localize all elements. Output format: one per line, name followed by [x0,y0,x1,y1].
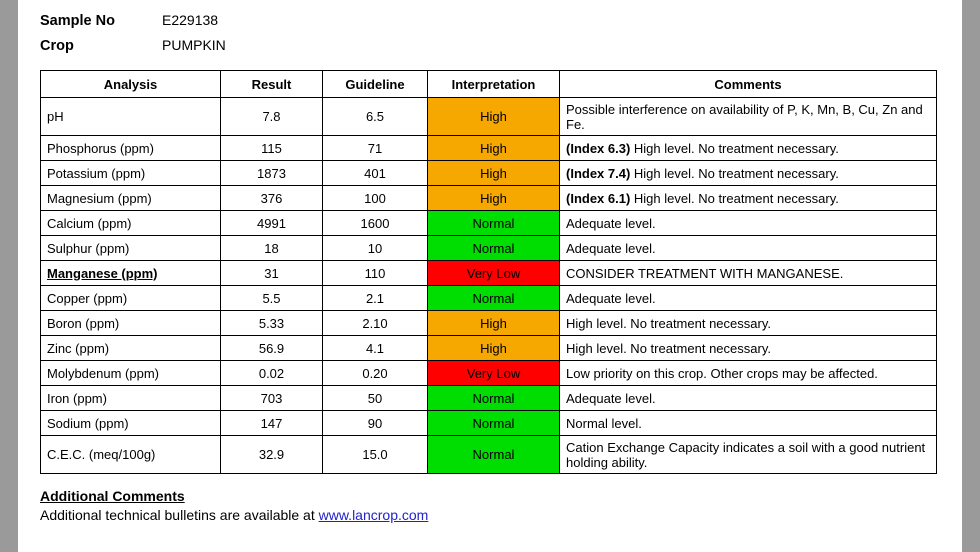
column-header-analysis: Analysis [41,71,221,98]
cell-result: 1873 [221,161,323,186]
cell-result: 18 [221,236,323,261]
cell-result: 376 [221,186,323,211]
cell-analysis [41,386,221,411]
analysis-label: Iron (ppm) [47,390,107,406]
cell-analysis [41,136,221,161]
cell-comments [560,136,937,161]
footer-text-lead: Additional technical bulletins are available at [40,507,319,523]
cell-result: 31 [221,261,323,286]
cell-guideline: 100 [323,186,428,211]
comment-text: High level. No treatment necessary. [630,190,839,206]
column-header-guideline: Guideline [323,71,428,98]
cell-guideline: 90 [323,411,428,436]
comment-text: Possible interference on availability of P, K, Mn, B, Cu, Zn and Fe. [566,101,923,132]
cell-analysis [41,361,221,386]
report-header [40,10,940,56]
comment-text: High level. No treatment necessary. [630,165,839,181]
cell-interpretation: Normal [428,236,560,261]
cell-comments [560,261,937,286]
cell-interpretation: Normal [428,286,560,311]
cell-analysis [41,186,221,211]
comment-text: High level. No treatment necessary. [566,315,771,331]
comment-text: Normal level. [566,415,642,431]
comment-text: High level. No treatment necessary. [630,140,839,156]
column-header-interpretation: Interpretation [428,71,560,98]
cell-analysis [41,311,221,336]
cell-comments [560,161,937,186]
comment-index: (Index 6.3) [566,140,631,156]
comment-index: (Index 7.4) [566,165,631,181]
cell-comments [560,236,937,261]
cell-interpretation: Normal [428,436,560,474]
analysis-label: Sodium (ppm) [47,415,129,431]
table-header-row [41,71,937,98]
cell-analysis [41,411,221,436]
cell-analysis [41,211,221,236]
cell-guideline: 4.1 [323,336,428,361]
cell-comments [560,211,937,236]
table-row [41,336,937,361]
comment-text: Low priority on this crop. Other crops may be affected. [566,365,878,381]
cell-comments [560,98,937,136]
table-row [41,361,937,386]
analysis-label: Potassium (ppm) [47,165,146,181]
table-row [41,311,937,336]
lancrop-website-link[interactable]: www.lancrop.com [318,507,429,523]
cell-result: 147 [221,411,323,436]
cell-result: 7.8 [221,98,323,136]
analysis-label: pH [47,109,64,124]
analysis-label: Calcium (ppm) [47,215,132,231]
cell-result: 0.02 [221,361,323,386]
column-header-result: Result [221,71,323,98]
comment-text: Cation Exchange Capacity indicates a soil with a good nutrient holding ability. [566,439,926,470]
table-row [41,236,937,261]
report-footer [40,488,940,523]
cell-interpretation: High [428,311,560,336]
cell-interpretation: Normal [428,386,560,411]
cell-comments [560,311,937,336]
table-row [41,411,937,436]
cell-interpretation: High [428,161,560,186]
cell-interpretation: Very Low [428,361,560,386]
cell-result: 32.9 [221,436,323,474]
table-row [41,436,937,474]
cell-result: 703 [221,386,323,411]
analysis-label: Molybdenum (ppm) [47,365,159,381]
cell-analysis [41,286,221,311]
sample-no-value: E229138 [162,12,219,28]
crop-value: PUMPKIN [162,37,226,53]
cell-guideline: 0.20 [323,361,428,386]
cell-comments [560,386,937,411]
analysis-label: Phosphorus (ppm) [47,140,154,156]
cell-analysis [41,98,221,136]
analysis-label: Manganese (ppm) [47,265,158,281]
cell-guideline: 50 [323,386,428,411]
table-row [41,261,937,286]
comment-text: High level. No treatment necessary. [566,340,771,356]
analysis-label: Sulphur (ppm) [47,240,130,256]
table-row [41,286,937,311]
cell-comments [560,286,937,311]
cell-guideline: 401 [323,161,428,186]
analysis-label: Zinc (ppm) [47,340,110,356]
crop-label: Crop [40,38,74,54]
comment-text: Adequate level. [566,215,656,231]
cell-comments [560,411,937,436]
table-header [41,71,937,98]
cell-interpretation: Very Low [428,261,560,286]
cell-guideline: 6.5 [323,98,428,136]
analysis-label: Magnesium (ppm) [47,190,152,206]
table-row [41,161,937,186]
cell-guideline: 71 [323,136,428,161]
column-header-comments: Comments [560,71,937,98]
table-row [41,186,937,211]
cell-analysis [41,436,221,474]
cell-interpretation: Normal [428,211,560,236]
table-body [41,98,937,474]
analysis-label: Copper (ppm) [47,290,128,306]
cell-interpretation: High [428,186,560,211]
cell-result: 5.33 [221,311,323,336]
cell-analysis [41,261,221,286]
cell-result: 56.9 [221,336,323,361]
comment-text: Adequate level. [566,390,656,406]
report-page [18,0,962,552]
comment-index: (Index 6.1) [566,190,631,206]
cell-analysis [41,336,221,361]
cell-comments [560,336,937,361]
cell-guideline: 2.1 [323,286,428,311]
cell-guideline: 15.0 [323,436,428,474]
table-row [41,386,937,411]
cell-comments [560,436,937,474]
comment-text: Adequate level. [566,290,656,306]
additional-comments-title: Additional Comments [40,488,185,504]
cell-result: 115 [221,136,323,161]
comment-text: CONSIDER TREATMENT WITH MANGANESE. [566,265,844,281]
crop-row [40,35,940,56]
cell-result: 4991 [221,211,323,236]
table-row [41,98,937,136]
analysis-label: C.E.C. (meq/100g) [47,447,156,462]
cell-comments [560,186,937,211]
cell-interpretation: High [428,336,560,361]
additional-comments-text [40,507,940,523]
cell-comments [560,361,937,386]
cell-interpretation: High [428,98,560,136]
cell-guideline: 10 [323,236,428,261]
cell-result: 5.5 [221,286,323,311]
table-row [41,211,937,236]
cell-guideline: 2.10 [323,311,428,336]
analysis-label: Boron (ppm) [47,315,120,331]
sample-no-row [40,10,940,31]
soil-analysis-table [40,70,937,474]
sample-no-label: Sample No [40,13,115,29]
cell-guideline: 1600 [323,211,428,236]
cell-interpretation: Normal [428,411,560,436]
cell-interpretation: High [428,136,560,161]
comment-text: Adequate level. [566,240,656,256]
cell-analysis [41,161,221,186]
cell-guideline: 110 [323,261,428,286]
table-row [41,136,937,161]
cell-analysis [41,236,221,261]
